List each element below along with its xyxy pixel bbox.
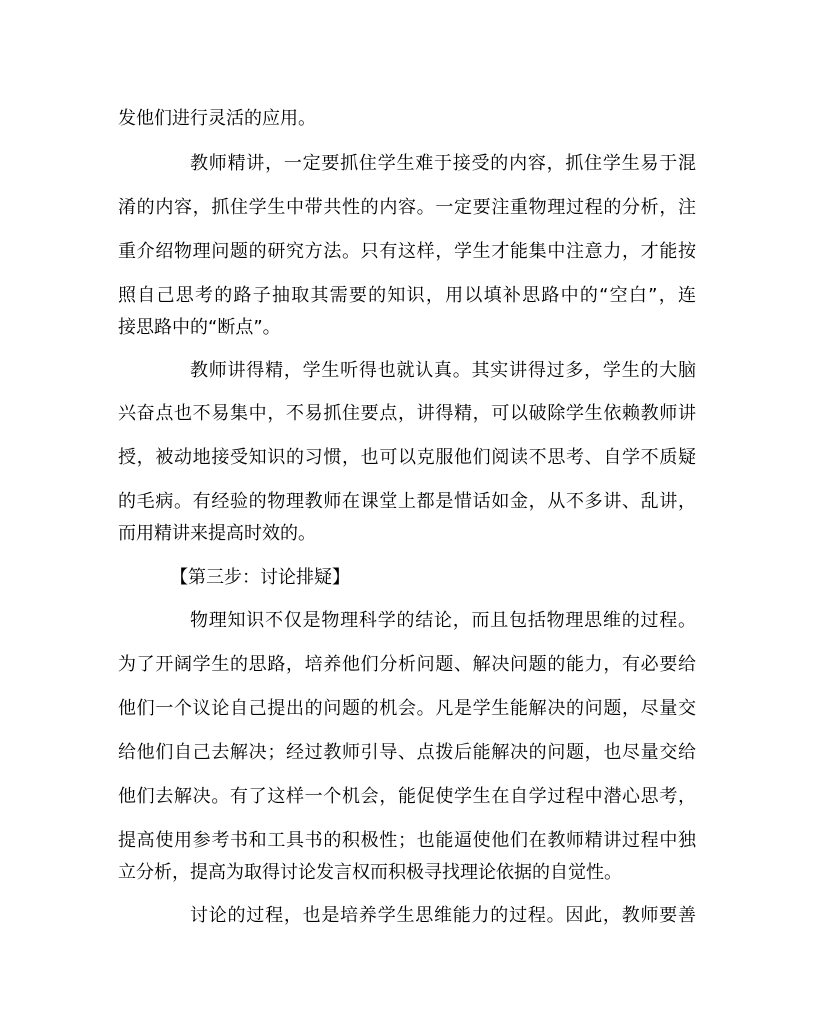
text-line: 教师精讲，一定要抓住学生难于接受的内容，抓住学生易于混	[190, 153, 696, 174]
text-line: 他们一个议论自己提出的问题的机会。凡是学生能解决的问题，尽量交	[118, 698, 696, 719]
text-line: 接思路中的“断点”。	[118, 317, 281, 338]
text-line: 兴奋点也不易集中，不易抓住要点，讲得精，可以破除学生依赖教师讲	[118, 403, 696, 424]
text-line: 物理知识不仅是物理科学的结论，而且包括物理思维的过程。	[190, 610, 696, 631]
text-line: 而用精讲来提高时效的。	[118, 523, 316, 544]
text-line: 教师讲得精，学生听得也就认真。其实讲得过多，学生的大脑	[190, 360, 696, 381]
text-line: 重介绍物理问题的研究方法。只有这样，学生才能集中注意力，才能按	[118, 241, 696, 262]
text-line: 的毛病。有经验的物理教师在课堂上都是惜话如金，从不多讲、乱讲，	[118, 491, 696, 512]
text-line: 发他们进行灵活的应用。	[118, 108, 316, 129]
text-line: 授，被动地接受知识的习惯，也可以克服他们阅读不思考、自学不质疑	[118, 447, 696, 468]
text-line: 提高使用参考书和工具书的积极性；也能逼使他们在教师精讲过程中独	[118, 830, 696, 851]
text-line: 淆的内容，抓住学生中带共性的内容。一定要注重物理过程的分析，注	[118, 197, 696, 218]
text-line: 为了开阔学生的思路，培养他们分析问题、解决问题的能力，有必要给	[118, 654, 696, 675]
text-line: 他们去解决。有了这样一个机会，能促使学生在自学过程中潜心思考，	[118, 786, 696, 807]
text-line: 给他们自己去解决；经过教师引导、点拨后能解决的问题，也尽量交给	[118, 742, 696, 763]
text-line: 照自己思考的路子抽取其需要的知识，用以填补思路中的“空白”，连	[118, 285, 696, 306]
text-line: 立分析，提高为取得讨论发言权而积极寻找理论依据的自觉性。	[118, 862, 622, 883]
text-line: 讨论的过程，也是培养学生思维能力的过程。因此，教师要善	[190, 905, 696, 926]
section-heading: 【第三步：讨论排疑】	[170, 567, 350, 588]
